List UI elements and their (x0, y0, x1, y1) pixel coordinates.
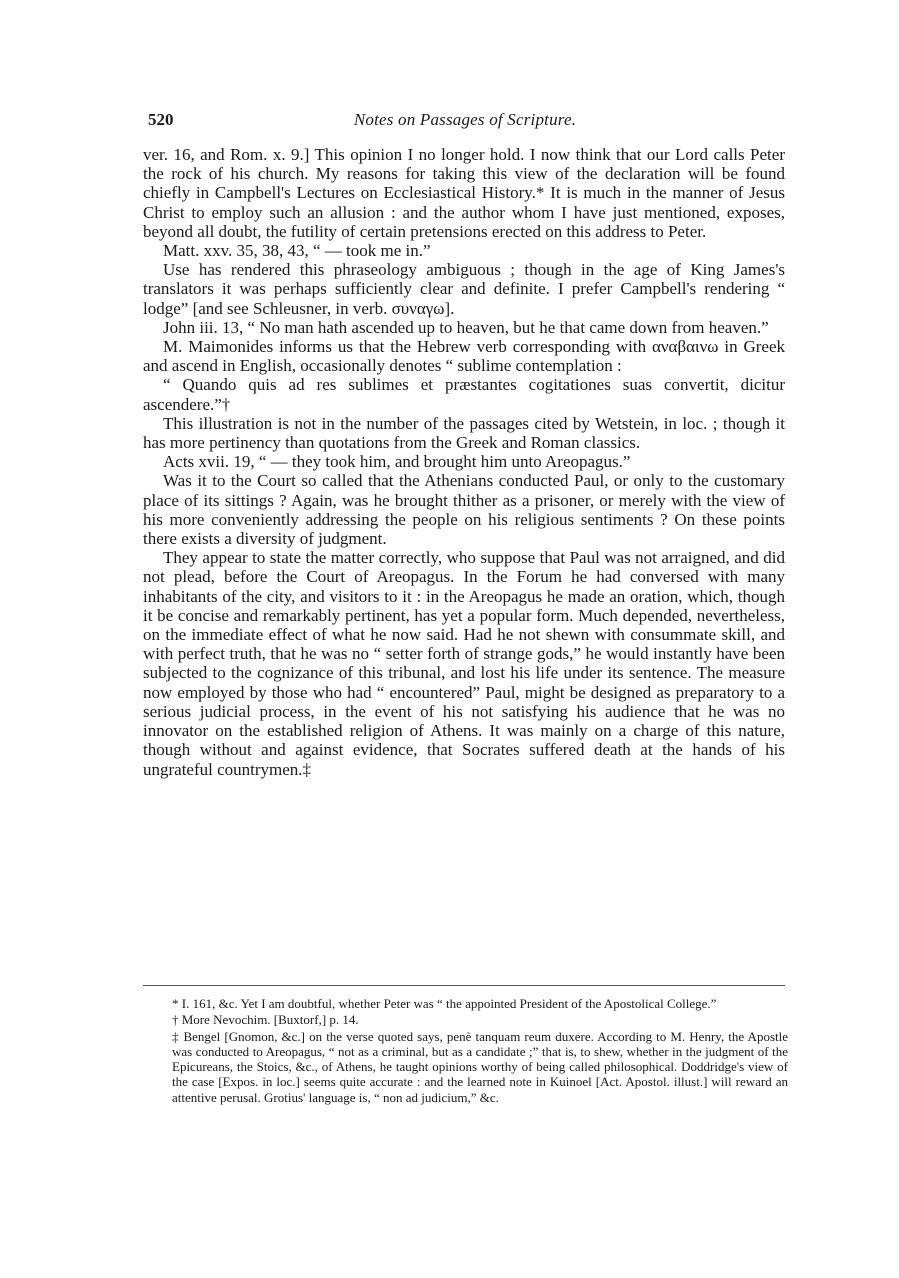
paragraph-latin-quote: “ Quando quis ad res sublimes et præstantes cogitationes suas convertit, dicitur ascendere.”† (143, 375, 785, 414)
page-header (148, 110, 782, 134)
paragraph-phraseology: Use has rendered this phraseology ambiguous ; though in the age of King James's translators it was perhaps sufficiently clear and definite. I prefer Campbell's rendering “ lodge” [and see Schleusner, in verb. συναγω]. (143, 260, 785, 318)
paragraph-john-iii: John iii. 13, “ No man hath ascended up to heaven, but he that came down from heaven.” (163, 317, 769, 337)
footnotes (172, 996, 788, 1106)
paragraph-maimonides: M. Maimonides informs us that the Hebrew verb corresponding with αναβαινω in Greek and ascend in English, occasionally denotes “ sublime contemplation : (143, 337, 785, 376)
footnote-dagger: † More Nevochim. [Buxtorf,] p. 14. (172, 1012, 359, 1028)
paragraph-peter-rock: ver. 16, and Rom. x. 9.] This opinion I no longer hold. I now think that our Lord calls Peter the rock of his church. My reasons for taking this view of the declaration will be found chiefly in Campbell's Lectures on Ecclesiastical History.* It is much in the manner of Jesus Christ to employ such an allusion : and the author whom I have just mentioned, exposes, beyond all doubt, the futility of certain pretensions erected on this address to Peter. (143, 145, 785, 241)
page-number: 520 (148, 110, 174, 129)
running-title: Notes on Passages of Scripture. (353, 110, 577, 129)
footnote-divider (143, 985, 785, 986)
paragraph-court-question: Was it to the Court so called that the Athenians conducted Paul, or only to the customary place of its sittings ? Again, was he brought thither as a prisoner, or merely with the view of his more conveniently addressing the people on his religious sentiments ? On these points there exists a diversity of judgment. (143, 471, 785, 549)
paragraph-matt-xxv: Matt. xxv. 35, 38, 43, “ — took me in.” (163, 241, 431, 261)
paragraph-acts-xvii: Acts xvii. 19, “ — they took him, and brought him unto Areopagus.” (163, 452, 631, 472)
footnote-double-dagger: ‡ Bengel [Gnomon, &c.] on the verse quoted says, penè tanquam reum duxere. According to M. Henry, the Apostle was conducted to Areopagus, “ not as a criminal, but as a candidate ;” that is, to shew, whether in the judgment of the Epicureans, the Stoics, &c., of Athens, he taught opinions worthy of being called philosophical. Doddridge's view of the case [Expos. in loc.] seems quite accurate : and the learned note in Kuinoel [Act. Apostol. illust.] will reward an attentive perusal. Grotius' language is, “ non ad judicium,” &c. (172, 1028, 788, 1105)
paragraph-wetstein: This illustration is not in the number of the passages cited by Wetstein, in loc. ; though it has more pertinency than quotations from the Greek and Roman classics. (143, 413, 785, 453)
body-text (143, 145, 785, 779)
footnote-asterisk: * I. 161, &c. Yet I am doubtful, whether Peter was “ the appointed President of the Apostolical College.” (172, 996, 717, 1011)
paragraph-areopagus: They appear to state the matter correctly, who suppose that Paul was not arraigned, and did not plead, before the Court of Areopagus. In the Forum he had conversed with many inhabitants of the city, and visitors to it : in the Areopagus he made an oration, which, though it be concise and remarkably pertinent, has yet a popular form. Much depended, nevertheless, on the immediate effect of what he now said. Had he not shewn with consummate skill, and with perfect truth, that he was no “ setter forth of strange gods,” he would instantly have been subjected to the cognizance of this tribunal, and lost his life under its sentence. The measure now employed by those who had “ encountered” Paul, might be designed as preparatory to a serious judicial process, in the event of his not satisfying his audience that he was no innovator on the established religion of Athens. It was mainly on a charge of this nature, though without and against evidence, that Socrates suffered death at the hands of his ungrateful countrymen.‡ (143, 548, 785, 779)
